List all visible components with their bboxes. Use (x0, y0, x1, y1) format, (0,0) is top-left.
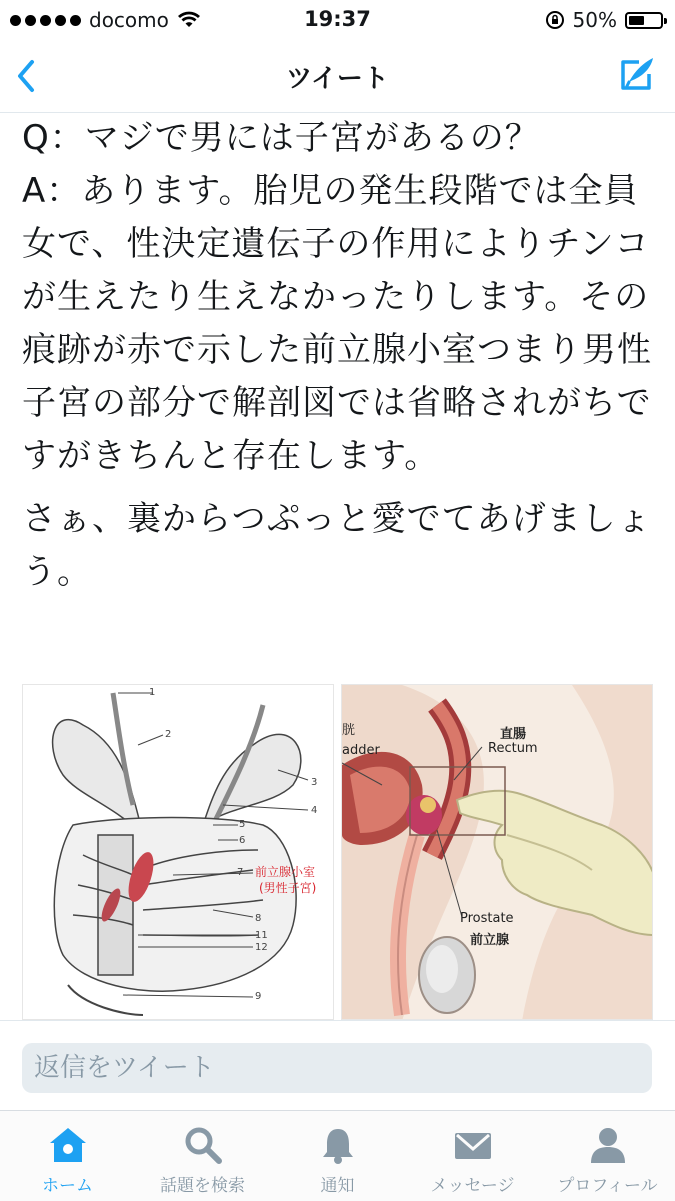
anatomy-number: 7 (237, 867, 244, 878)
tab-messages-label: メッセージ (430, 1176, 515, 1196)
male-uterus-label: (男性子宮) (259, 881, 317, 895)
rectal-exam-drawing (342, 685, 653, 1020)
tab-search-label: 話題を検索 (160, 1176, 245, 1196)
tab-profile-label: プロフィール (557, 1176, 658, 1196)
anatomy-number: 8 (255, 913, 262, 924)
status-time: 19:37 (304, 7, 371, 31)
tweet-image-rectal-exam[interactable] (341, 684, 653, 1020)
anatomy-number: 6 (239, 835, 246, 846)
anatomy-number: 1 (149, 687, 156, 698)
rectum-label-en: Rectum (488, 741, 538, 756)
tab-profile[interactable] (540, 1111, 675, 1201)
anatomy-number: 4 (311, 805, 318, 816)
reply-bar (0, 1020, 675, 1111)
status-right (545, 8, 663, 32)
tab-search[interactable] (135, 1111, 270, 1201)
anatomy-number: 3 (311, 777, 318, 788)
tweet-image-anatomy-diagram[interactable] (22, 684, 334, 1020)
prostate-label-jp: 前立腺 (470, 933, 510, 948)
tab-notifications-label: 通知 (320, 1176, 355, 1196)
compose-tweet-icon[interactable] (615, 52, 659, 96)
battery-percent: 50% (572, 8, 617, 32)
utricle-label: 前立腺小室 (255, 865, 316, 879)
envelope-icon (453, 1125, 493, 1165)
anatomy-drawing (23, 685, 334, 1020)
tweet-text (22, 112, 662, 599)
tab-bar (0, 1110, 675, 1201)
nav-bar (0, 40, 675, 113)
person-icon (588, 1125, 628, 1165)
tweet-paragraph-1: Q：マジで男には子宮があるの？ A：あります。胎児の発生段階では全員女で、性決定遺伝子の作用によりチンコが生えたり生えなかったりします。その痕跡が赤で示した前立腺小室つまり男性子宮の部分で解剖図では省略されがちですがきちんと存在します。 (22, 118, 652, 476)
tab-home-label: ホーム (42, 1176, 93, 1196)
anatomy-number: 12 (255, 942, 268, 953)
anatomy-number: 11 (255, 930, 268, 941)
bell-icon (318, 1125, 358, 1165)
home-icon (48, 1125, 88, 1165)
battery-icon (625, 12, 663, 29)
prostate-label-en: Prostate (460, 911, 514, 926)
anatomy-number: 2 (165, 729, 172, 740)
status-bar (0, 0, 675, 40)
page-title: ツイート (286, 64, 389, 94)
tweet-paragraph-2: さぁ、裏からつぷっと愛でてあげましょう。 (22, 499, 652, 592)
carrier-name: docomo (89, 8, 169, 32)
tab-home[interactable] (0, 1111, 135, 1201)
bladder-label-jp: 胱 (342, 723, 356, 738)
reply-input[interactable] (22, 1043, 652, 1093)
tab-notifications[interactable] (270, 1111, 405, 1201)
anatomy-number: 9 (255, 991, 262, 1002)
rotation-lock-icon (545, 10, 565, 30)
rectum-label-jp: 直腸 (500, 727, 527, 742)
tab-messages[interactable] (405, 1111, 540, 1201)
search-icon (183, 1125, 223, 1165)
anatomy-number: 5 (239, 819, 246, 830)
bladder-label-en: adder (342, 743, 380, 758)
